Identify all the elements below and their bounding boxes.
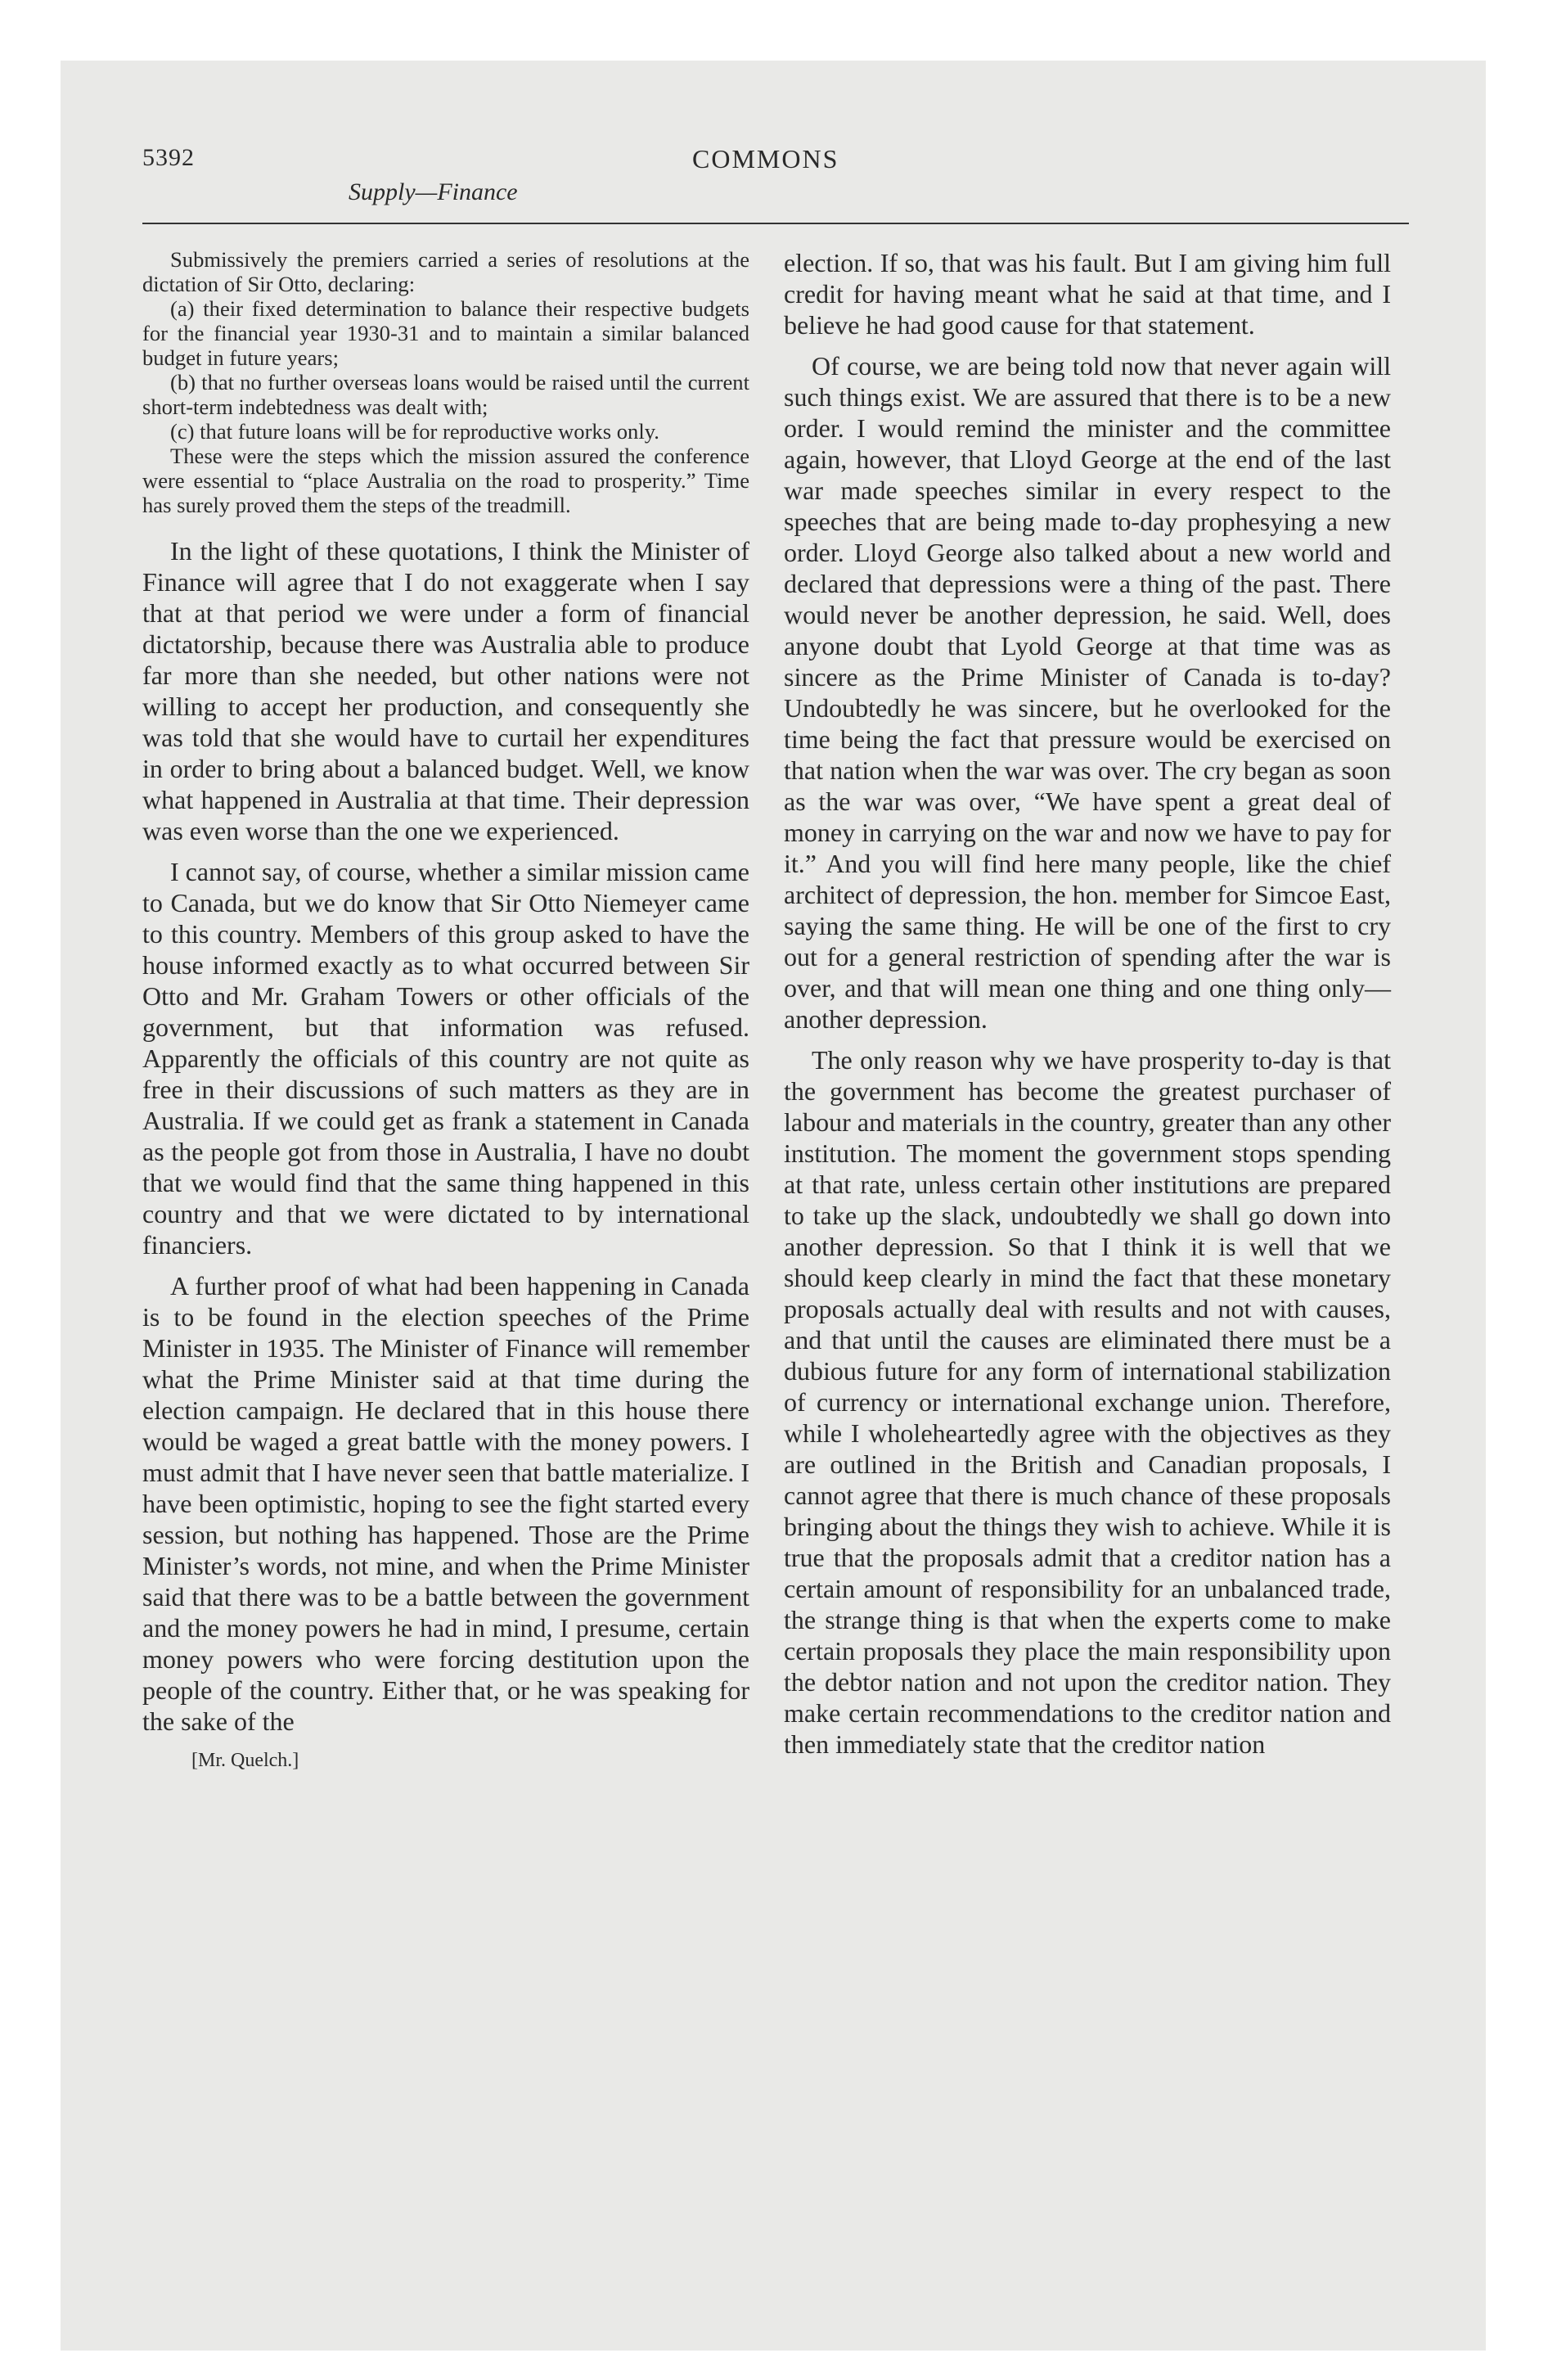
section-title: Supply—Finance [349,178,518,205]
body-paragraph: The only reason why we have prosperity to-day is that the government has become the greatest purchaser of labour and materials in the country, greater than any other institution. The moment the government stops spending at that rate, unless certain other institutions are prepared to take up the slack, undoubtedly we shall go down into another depression. So that I think it is well that we should keep clearly in mind the fact that these monetary proposals actually deal with results and not with causes, and that until the causes are eliminated there must be a dubious future for any form of international stabilization of currency or international exchange union. Therefore, while I wholeheartedly agree with the objectives as they are outlined in the British and Canadian proposals, I cannot agree that there is much chance of these proposals bringing about the things they wish to achieve. While it is true that the proposals admit that a creditor nation has a certain amount of responsibility for an unbalanced trade, the strange thing is that when the experts come to make certain proposals they place the main responsibility upon the debtor nation and not upon the creditor nation. They make certain recommendations to the creditor nation and then immediately state that the creditor nation [784,1045,1391,1759]
right-column [784,247,1391,1769]
body-paragraph: I cannot say, of course, whether a similar mission came to Canada, but we do know that Sir Otto Niemeyer came to this country. Members of this group asked to have the house informed exactly as to what occurred between Sir Otto and Mr. Graham Towers or other officials of the government, but that information was refused. Apparently the officials of this country are not quite as free in their discussions of such matters as they are in Australia. If we could get as frank a statement in Canada as the people got from those in Australia, I have no doubt that we would find that the same thing happened in this country and that we were dictated to by international financiers. [142,857,749,1260]
left-body-text [142,535,749,1737]
quote-paragraph: Submissively the premiers carried a series of resolutions at the dictation of Sir Otto, declaring: [142,247,749,296]
body-paragraph: In the light of these quotations, I think the Minister of Finance will agree that I do not exaggerate when I say that at that period we were under a form of financial dictatorship, because there was Australia able to produce far more than she needed, but other nations were not willing to accept her production, and consequently she was told that she would have to curtail her expenditures in order to bring about a balanced budget. Well, we know what happened in Australia at that time. Their depression was even worse than the one we experienced. [142,536,749,845]
left-column [142,247,749,1772]
quote-paragraph: (a) their fixed determination to balance their respective budgets for the financial year 1930-31 and to maintain a similar balanced budget in future years; [142,296,749,370]
body-paragraph: election. If so, that was his fault. But I am giving him full credit for having meant what he said at that time, and I believe he had good cause for that statement. [784,248,1391,340]
speaker-note: [Mr. Quelch.] [191,1750,299,1771]
page-number: 5392 [142,144,195,171]
quote-paragraph: (b) that no further overseas loans would be raised until the current short-term indebtedness was dealt with; [142,370,749,419]
quote-paragraph: These were the steps which the mission assured the conference were essential to “place Australia on the road to prosperity.” Time has surely proved them the steps of the treadmill. [142,444,749,517]
running-title: COMMONS [692,144,839,174]
header-rule [142,223,1409,224]
page-header [142,144,1411,219]
quoted-resolutions [142,247,749,517]
body-paragraph: A further proof of what had been happening in Canada is to be found in the election speeches of the Prime Minister in 1935. The Minister of Finance will remember what the Prime Minister said at that time during the election campaign. He declared that in this house there would be waged a great battle with the money powers. I must admit that I have never seen that battle materialize. I have been optimistic, hoping to see the fight started every session, but nothing has happened. Those are the Prime Minister’s words, not mine, and when the Prime Minister said that there was to be a battle between the government and the money powers he had in mind, I presume, certain money powers who were forcing destitution upon the people of the country. Either that, or he was speaking for the sake of the [142,1271,749,1736]
hansard-page [142,144,1411,2239]
body-paragraph: Of course, we are being told now that never again will such things exist. We are assured that there is to be a new order. I would remind the minister and the committee again, however, that Lloyd George at the end of the last war made speeches similar in every respect to the speeches that are being made to-day prophesying a new order. Lloyd George also talked about a new world and declared that depressions were a thing of the past. There would never be another depression, he said. Well, does anyone doubt that Lyold George at that time was as sincere as the Prime Minister of Canada is to-day? Undoubtedly he was sincere, but he overlooked for the time being the fact that pressure would be exercised on that nation when the war was over. The cry began as soon as the war was over, “We have spent a great deal of money in carrying on the war and now we have to pay for it.” And you will find here many people, like the chief architect of depression, the hon. member for Simcoe East, saying the same thing. He will be one of the first to cry out for a general restriction of spending after the war is over, and that will mean one thing and one thing only—another depression. [784,351,1391,1034]
quote-paragraph: (c) that future loans will be for reproductive works only. [170,419,659,444]
